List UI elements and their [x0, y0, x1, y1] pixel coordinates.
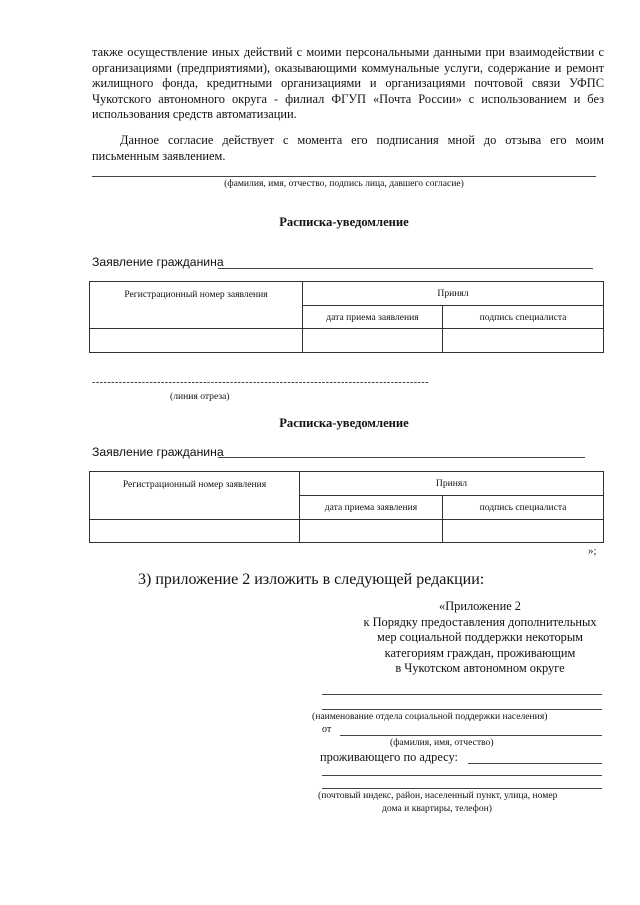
signature-cell[interactable]	[443, 329, 604, 353]
registration-table-1	[89, 281, 604, 353]
application-label-1: Заявление гражданина	[92, 255, 224, 269]
department-caption: (наименование отдела социальной поддержки населения)	[312, 711, 548, 722]
address-line-3[interactable]	[322, 788, 602, 789]
reg-number-header: Регистрационный номер заявления	[90, 472, 300, 520]
receipt-title-2: Расписка-уведомление	[279, 416, 409, 430]
appendix-line-1: «Приложение 2	[439, 599, 521, 613]
accepted-header: Принял	[300, 472, 604, 496]
amendment-item-3: 3) приложение 2 изложить в следующей редакции:	[138, 571, 485, 588]
address-line-2[interactable]	[322, 775, 602, 776]
department-line-1[interactable]	[322, 694, 602, 695]
application-line-1[interactable]	[218, 268, 593, 269]
signature-header: подпись специалиста	[443, 306, 604, 329]
date-cell[interactable]	[300, 520, 443, 543]
name-caption: (фамилия, имя, отчество)	[390, 737, 494, 748]
signature-cell[interactable]	[443, 520, 604, 543]
reg-number-cell[interactable]	[90, 329, 303, 353]
from-name-line[interactable]	[340, 735, 602, 736]
date-header: дата приема заявления	[300, 496, 443, 520]
date-cell[interactable]	[303, 329, 443, 353]
registration-table-2	[89, 471, 604, 543]
address-caption-2: дома и квартиры, телефон)	[382, 803, 493, 814]
closing-quote: »;	[588, 545, 597, 557]
signature-line	[92, 176, 596, 177]
appendix-line-4: категориям граждан, проживающим	[384, 645, 576, 660]
from-label: от	[322, 724, 332, 735]
appendix-header	[345, 599, 615, 677]
appendix-line-5: в Чукотском автономном округе	[395, 661, 565, 676]
consent-paragraph-1: также осуществление иных действий с моими персональными данными при взаимодействии с организациями (предприятиями), оказывающими коммунальные услуги, содержание и ремонт жилищного фонда, кредитными организациями и организациями почтовой связи УФПС Чукотского автономного округа - филиал ФГУП «Почта России» с использованием и без использования средств автоматизации.	[92, 45, 604, 122]
address-label: проживающего по адресу:	[320, 750, 458, 764]
signature-header: подпись специалиста	[443, 496, 604, 520]
signature-caption: (фамилия, имя, отчество, подпись лица, давшего согласие)	[224, 178, 464, 189]
address-caption-1: (почтовый индекс, район, населенный пункт, улица, номер	[318, 790, 558, 801]
application-label-2: Заявление гражданина	[92, 445, 224, 459]
consent-paragraph-2: Данное согласие действует с момента его подписания мной до отзыва его моим письменным заявлением.	[92, 133, 604, 163]
appendix-line-3: мер социальной поддержки некоторым	[376, 630, 584, 645]
appendix-line-2: к Порядку предоставления дополнительных	[363, 614, 597, 629]
application-line-2[interactable]	[218, 457, 585, 458]
cut-line-label: (линия отреза)	[170, 391, 230, 402]
address-line-1[interactable]	[468, 763, 602, 764]
department-line-2[interactable]	[322, 709, 602, 710]
date-header: дата приема заявления	[303, 306, 443, 329]
reg-number-cell[interactable]	[90, 520, 300, 543]
accepted-header: Принял	[303, 282, 604, 306]
cut-line: - - - - - - - - - - - - - - - - - - - - - - - - - - - - - - - - - - - - - - - - - - - - - - - - - - - - - - - - - - - - - - - - - - - - - - - - - - - - - - - - - - - - - - - -	[92, 377, 428, 388]
reg-number-header: Регистрационный номер заявления	[90, 282, 303, 329]
receipt-title-1: Расписка-уведомление	[279, 215, 409, 229]
